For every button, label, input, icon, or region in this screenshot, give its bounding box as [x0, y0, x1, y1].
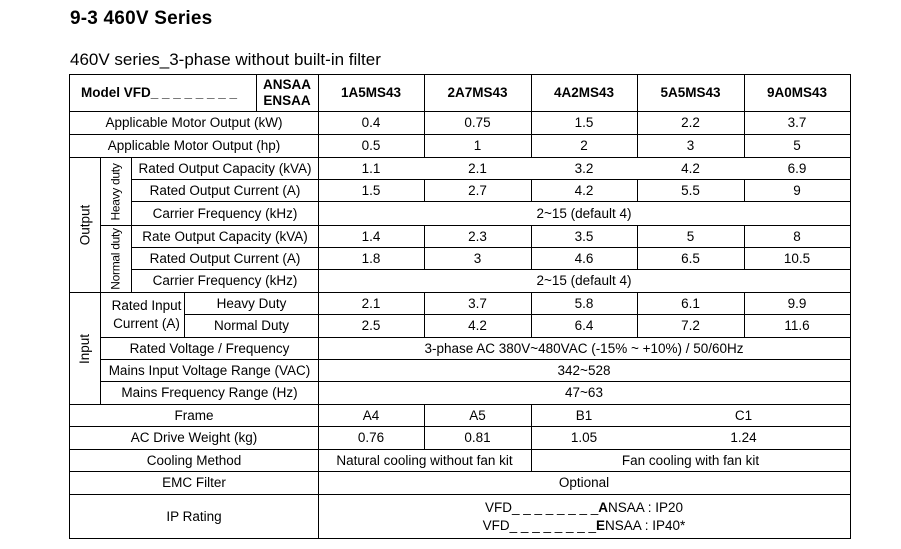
model-header: 4A2MS43 [553, 85, 615, 100]
table-cell: 2 [580, 138, 588, 153]
row-label-rated-input-current [101, 293, 184, 337]
table-cell-span: C1 [734, 407, 753, 423]
section-title: 9-3 460V Series [70, 8, 213, 29]
table-cell: 4.2 [468, 318, 487, 333]
row-label-hd-capacity: Rated Output Capacity (kVA) [138, 160, 312, 176]
table-cell: 1.5 [574, 115, 594, 130]
table-cell: 5.5 [681, 182, 700, 198]
subgroup-label-heavy-duty [101, 158, 131, 225]
ip-prefix: VFD_ _ _ _ _ _ _ _ [482, 517, 596, 533]
row-label-hd-carrier: Carrier Frequency (kHz) [152, 205, 298, 221]
table-caption: 460V series_3-phase without built-in filter [70, 50, 381, 69]
table-cell-span: Optional [558, 475, 610, 490]
row-label-emc-filter: EMC Filter [162, 475, 226, 490]
row-label-nd-carrier: Carrier Frequency (kHz) [152, 273, 298, 288]
table-cell: 0.81 [464, 430, 491, 445]
table-cell: 9 [793, 182, 801, 198]
table-cell: 2.2 [681, 115, 700, 130]
model-suffix-ansaa: ANSAA [262, 77, 311, 92]
table-cell: 2.1 [468, 160, 487, 176]
ip-rating-value [318, 495, 850, 538]
row-label-mains-voltage: Mains Input Voltage Range (VAC) [108, 362, 311, 378]
table-cell: 6.5 [681, 250, 700, 266]
row-label-hd-current: Rated Output Current (A) [149, 182, 301, 198]
table-cell: 0.5 [361, 138, 381, 153]
table-cell: 1.4 [361, 228, 381, 244]
table-cell: A4 [362, 407, 380, 423]
table-cell: 1.1 [361, 160, 381, 176]
table-cell: 2.3 [468, 228, 487, 244]
table-cell: 3.7 [468, 295, 487, 311]
row-label-weight: AC Drive Weight (kg) [130, 430, 258, 445]
table-cell: 3.2 [574, 160, 594, 176]
table-cell: B1 [575, 407, 593, 423]
row-label-nd-capacity: Rate Output Capacity (kVA) [142, 228, 308, 244]
table-cell-span: Natural cooling without fan kit [336, 452, 513, 468]
table-cell: 0.76 [357, 430, 385, 445]
table-cell-span: 2~15 (default 4) [536, 205, 632, 221]
subgroup-label-normal-duty [101, 226, 131, 292]
table-cell: 4.2 [681, 160, 700, 176]
group-label-output [70, 158, 100, 292]
spec-table [69, 74, 851, 539]
table-cell: A5 [469, 407, 486, 423]
table-cell: 3 [686, 138, 695, 153]
normal-duty-text: Normal duty [109, 228, 124, 290]
table-cell: 5 [686, 228, 695, 244]
table-cell: 1 [473, 138, 482, 153]
table-cell: 4.2 [574, 182, 594, 198]
table-cell-span: 2~15 (default 4) [536, 273, 632, 288]
table-cell-span: 3-phase AC 380V~480VAC (-15% ~ +10%) / 50/60Hz [424, 340, 744, 356]
model-label: Model VFD_ _ _ _ _ _ _ _ [81, 85, 238, 100]
table-cell: 9.9 [787, 295, 807, 311]
row-label-frame: Frame [174, 407, 214, 423]
row-label-input-normal-duty: Normal Duty [213, 318, 289, 333]
table-cell: 11.6 [784, 318, 810, 333]
table-cell: 10.5 [783, 250, 811, 266]
row-label-mains-frequency: Mains Frequency Range (Hz) [121, 385, 298, 400]
table-cell: 4.6 [574, 250, 594, 266]
ip-code-letter: A [598, 499, 609, 515]
output-group-text: Output [77, 204, 92, 246]
row-label-rated-voltage: Rated Voltage / Frequency [129, 340, 290, 356]
model-header: 9A0MS43 [766, 85, 828, 100]
ip-prefix: VFD_ _ _ _ _ _ _ _ [484, 499, 599, 515]
row-label-motor-kw: Applicable Motor Output (kW) [105, 115, 283, 130]
table-cell: 2.1 [361, 295, 381, 311]
row-label-ip-rating: IP Rating [166, 508, 222, 524]
input-group-text: Input [77, 333, 92, 364]
table-cell: 3.5 [574, 228, 594, 244]
row-label-nd-current: Rated Output Current (A) [149, 250, 301, 266]
table-cell: 2.5 [361, 318, 381, 333]
table-border-right [850, 74, 851, 539]
ip-rating-line-ansaa [485, 499, 683, 517]
table-cell: 3 [473, 250, 482, 266]
table-cell-span: 342~528 [557, 362, 611, 378]
table-cell: 1.5 [361, 182, 381, 198]
row-label-cooling: Cooling Method [146, 452, 242, 468]
table-cell-span: 1.24 [730, 430, 757, 445]
table-cell: 1.05 [570, 430, 598, 445]
ip-code-letter: E [596, 517, 606, 533]
table-cell: 6.9 [787, 160, 807, 176]
ip-rest: NSAA : IP40* [605, 517, 686, 533]
ip-rest: NSAA : IP20 [608, 499, 684, 515]
model-header: 1A5MS43 [340, 85, 402, 100]
table-border-bottom [69, 538, 851, 539]
model-header: 2A7MS43 [447, 85, 508, 100]
table-cell: 5 [793, 138, 801, 153]
table-cell: 7.2 [681, 318, 700, 333]
table-cell: 5.8 [574, 295, 594, 311]
table-cell-span: Fan cooling with fan kit [621, 452, 760, 468]
model-header: 5A5MS43 [660, 85, 721, 100]
table-cell: 6.1 [681, 295, 700, 311]
model-suffix-ensaa: ENSAA [263, 93, 311, 108]
heavy-duty-text: Heavy duty [109, 162, 123, 221]
table-cell: 0.75 [464, 115, 491, 130]
table-cell-span: 47~63 [565, 385, 603, 400]
table-cell: 0.4 [361, 115, 381, 130]
table-cell: 1.8 [361, 250, 381, 266]
rated-input-line-2: Current (A) [113, 316, 180, 331]
rated-input-line-1: Rated Input [111, 298, 182, 313]
table-cell: 3.7 [787, 115, 807, 130]
ip-rating-line-ensaa [483, 517, 686, 535]
row-label-motor-hp: Applicable Motor Output (hp) [107, 138, 281, 153]
table-cell: 2.7 [468, 182, 487, 198]
row-label-input-heavy-duty: Heavy Duty [216, 295, 287, 311]
table-cell: 6.4 [574, 318, 594, 333]
group-label-input [70, 293, 100, 404]
table-cell: 8 [793, 228, 801, 244]
